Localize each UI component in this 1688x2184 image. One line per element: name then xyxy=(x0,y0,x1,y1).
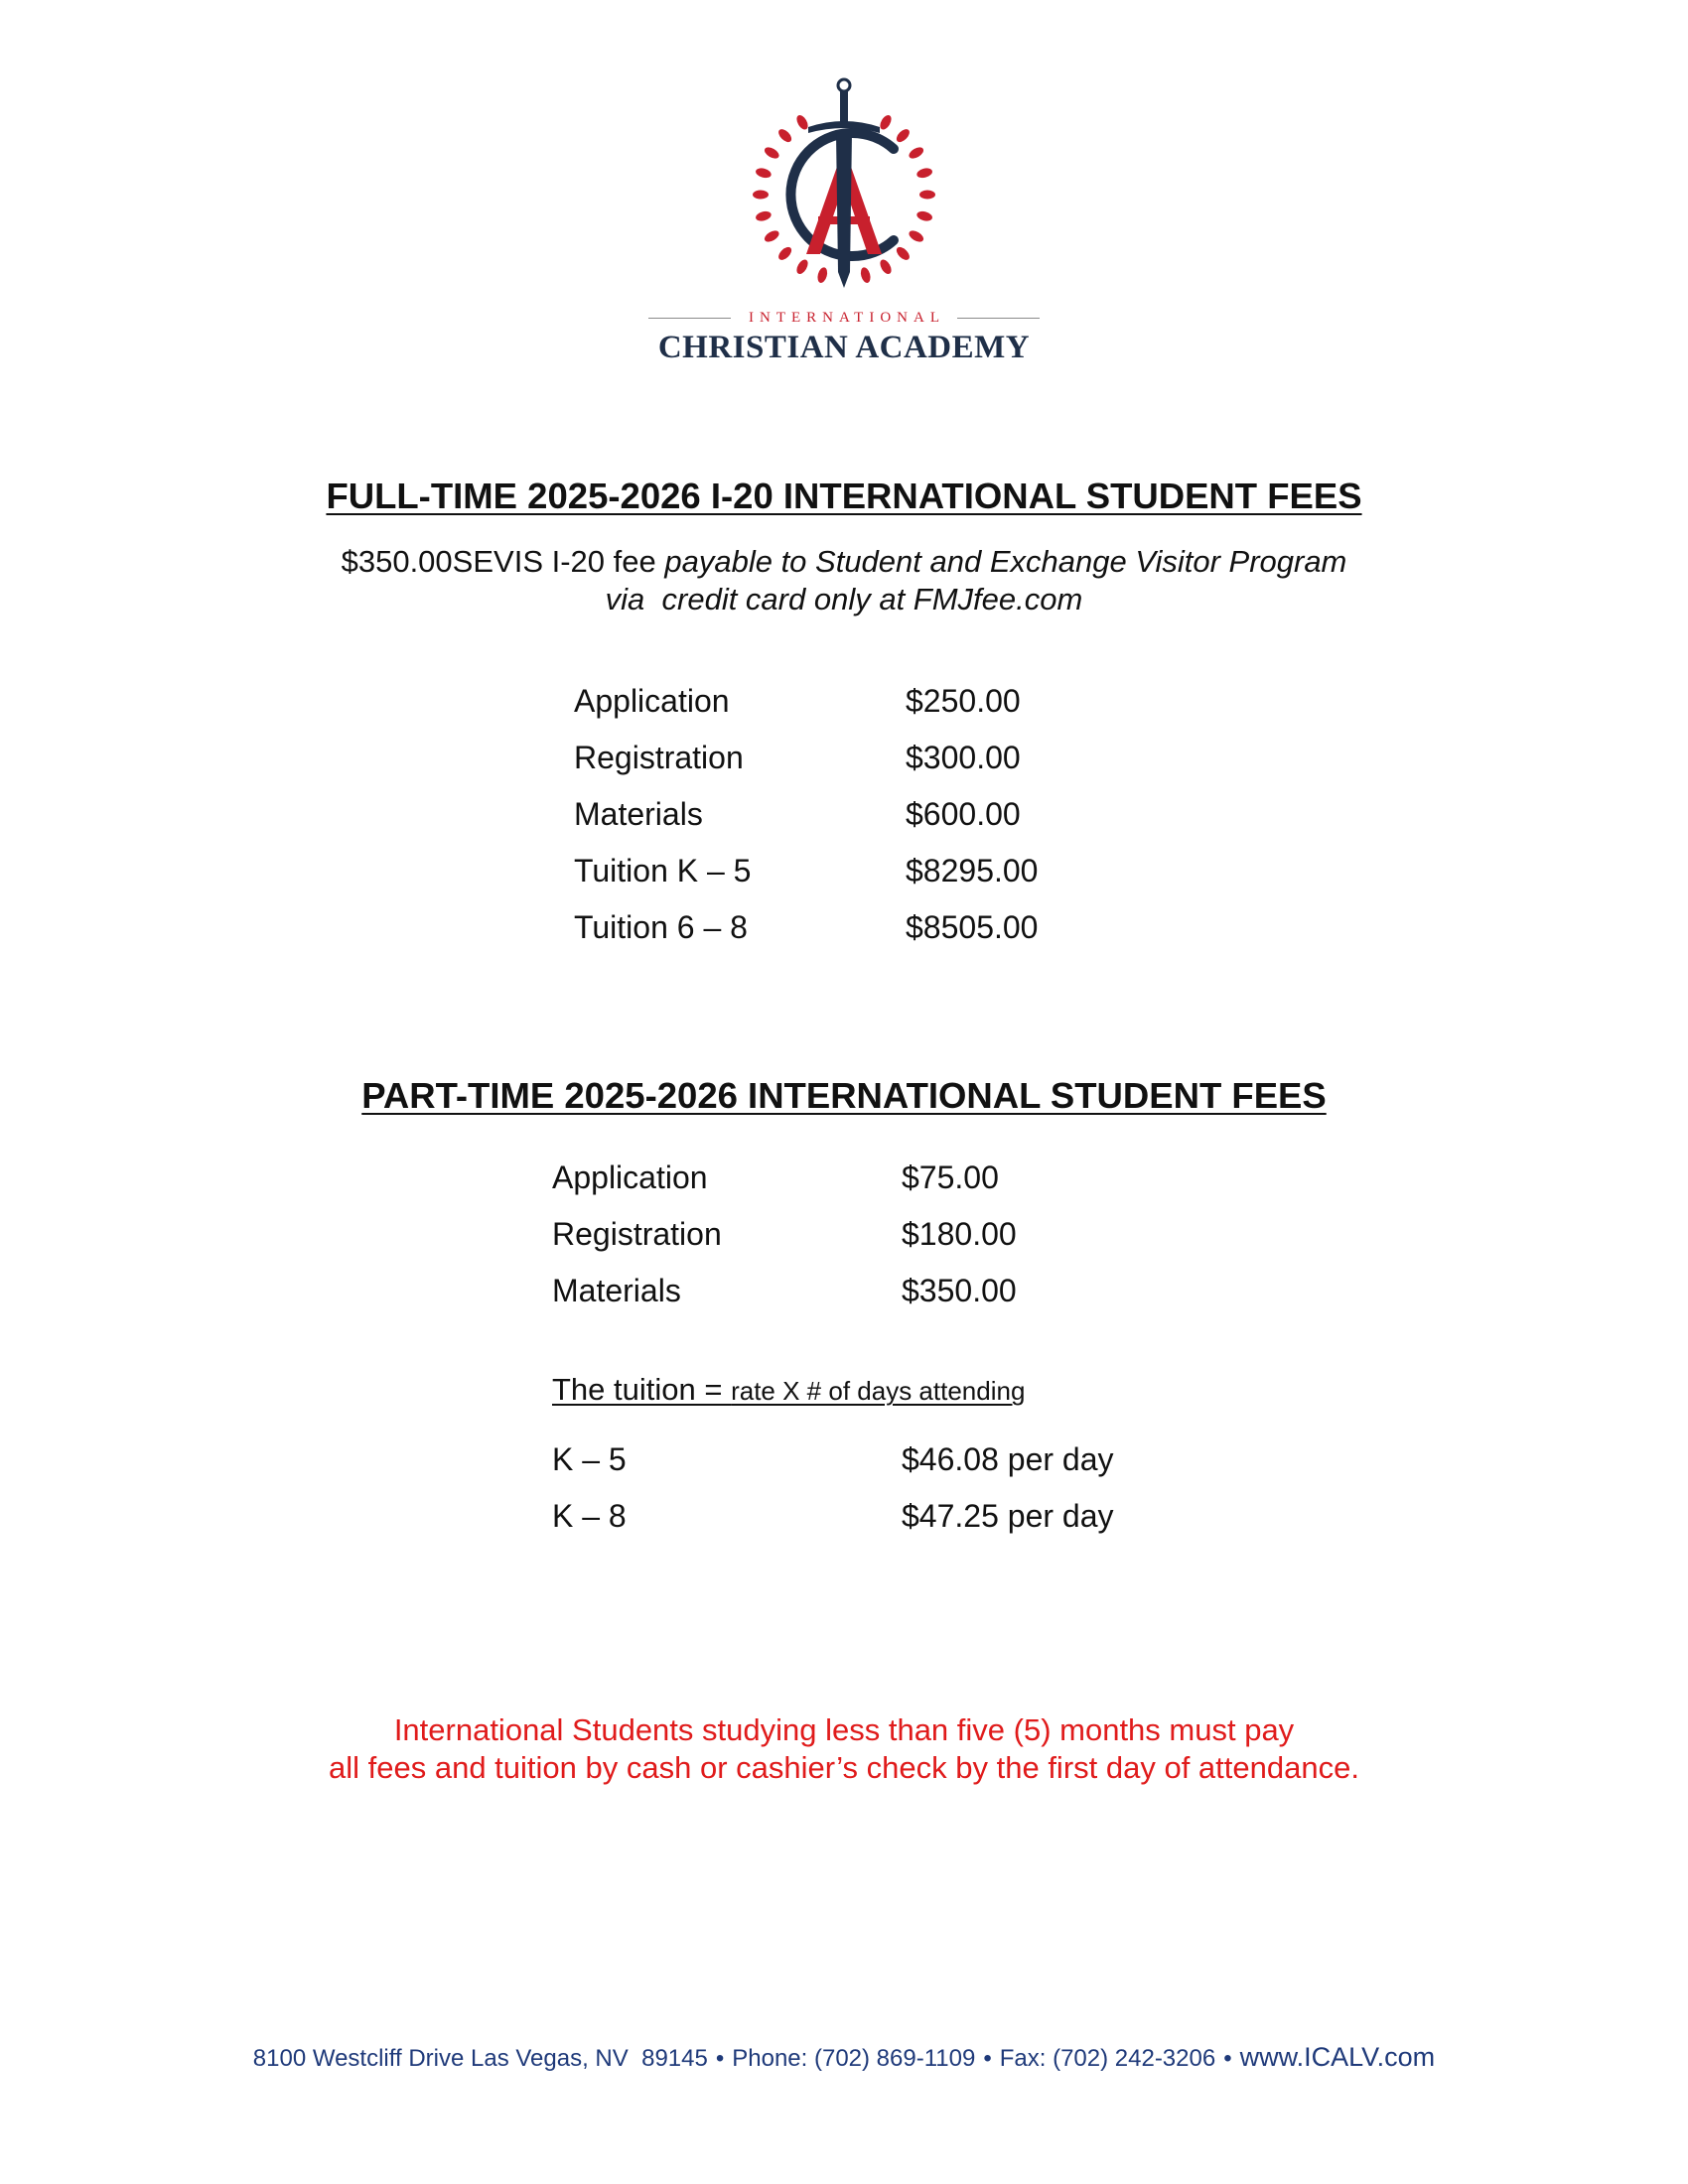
footer-address: 8100 Westcliff Drive Las Vegas, NV 89145 xyxy=(252,2045,708,2072)
footer-fax: Fax: (702) 242-3206 xyxy=(999,2045,1216,2072)
fee-label: Materials xyxy=(574,796,703,832)
fee-row xyxy=(552,1158,1148,1197)
fee-row xyxy=(574,681,1130,721)
fee-amount: $8295.00 xyxy=(906,853,1039,888)
contact-footer xyxy=(0,2042,1688,2074)
tuition-note-lead: The tuition = xyxy=(552,1372,732,1407)
fee-amount: $250.00 xyxy=(906,683,1021,719)
payment-notice-line-2: all fees and tuition by cash or cashier’s check by the first day of attendance. xyxy=(329,1750,1359,1785)
full-time-heading-text: FULL-TIME 2025-2026 I-20 INTERNATIONAL STUDENT FEES xyxy=(326,476,1362,516)
fee-amount: $350.00 xyxy=(902,1273,1017,1308)
logo-rule-right xyxy=(957,318,1040,319)
school-logo xyxy=(626,77,1062,365)
footer-separator: • xyxy=(715,2045,725,2072)
rate-amount: $46.08 per day xyxy=(902,1441,1114,1477)
fee-label: Tuition 6 – 8 xyxy=(574,909,748,945)
fee-label: Application xyxy=(552,1160,708,1195)
logo-school-name: CHRISTIAN ACADEMY xyxy=(657,330,1031,365)
fee-row xyxy=(574,794,1130,834)
fee-amount: $600.00 xyxy=(906,796,1021,832)
fee-row xyxy=(574,738,1130,777)
fee-label: Registration xyxy=(574,740,744,775)
rate-label: K – 5 xyxy=(552,1441,627,1477)
fee-label: Tuition K – 5 xyxy=(574,853,752,888)
sevis-payment-method: via credit card only at FMJfee.com xyxy=(605,582,1083,616)
logo-rule-left xyxy=(648,318,731,319)
logo-international-row xyxy=(648,308,1040,328)
fee-row xyxy=(574,907,1130,947)
rate-row xyxy=(552,1496,1148,1536)
fee-label: Application xyxy=(574,683,730,719)
part-time-heading-text: PART-TIME 2025-2026 INTERNATIONAL STUDENT FEES xyxy=(361,1075,1327,1116)
tuition-note-rest: rate X # of days attending xyxy=(731,1376,1026,1406)
crest-emblem-icon xyxy=(745,77,943,301)
rate-amount: $47.25 per day xyxy=(902,1498,1114,1534)
sevis-fee-line-2 xyxy=(0,581,1688,618)
fee-label: Registration xyxy=(552,1216,722,1252)
sevis-fee-line-1 xyxy=(0,543,1688,581)
fee-row xyxy=(574,851,1130,890)
tuition-formula-note xyxy=(552,1370,1025,1411)
footer-separator: • xyxy=(983,2045,992,2072)
part-time-heading xyxy=(0,1074,1688,1118)
full-time-heading xyxy=(0,475,1688,518)
sevis-fee-label: SEVIS I-20 fee xyxy=(452,544,656,579)
fee-amount: $75.00 xyxy=(902,1160,999,1195)
fee-row xyxy=(552,1214,1148,1254)
fee-amount: $180.00 xyxy=(902,1216,1017,1252)
fee-row xyxy=(552,1271,1148,1310)
rate-row xyxy=(552,1439,1148,1479)
footer-separator: • xyxy=(1223,2045,1232,2072)
fee-amount: $8505.00 xyxy=(906,909,1039,945)
fee-amount: $300.00 xyxy=(906,740,1021,775)
footer-phone: Phone: (702) 869-1109 xyxy=(732,2045,976,2072)
rate-label: K – 8 xyxy=(552,1498,627,1534)
footer-website-link[interactable]: www.ICALV.com xyxy=(1239,2042,1436,2072)
sevis-amount: $350.00 xyxy=(341,544,453,579)
logo-international-text: INTERNATIONAL xyxy=(749,310,945,326)
sevis-payable-text: payable to Student and Exchange Visitor Program xyxy=(664,544,1347,579)
fee-label: Materials xyxy=(552,1273,681,1308)
payment-notice-line-1: International Students studying less than five (5) months must pay xyxy=(393,1712,1295,1747)
